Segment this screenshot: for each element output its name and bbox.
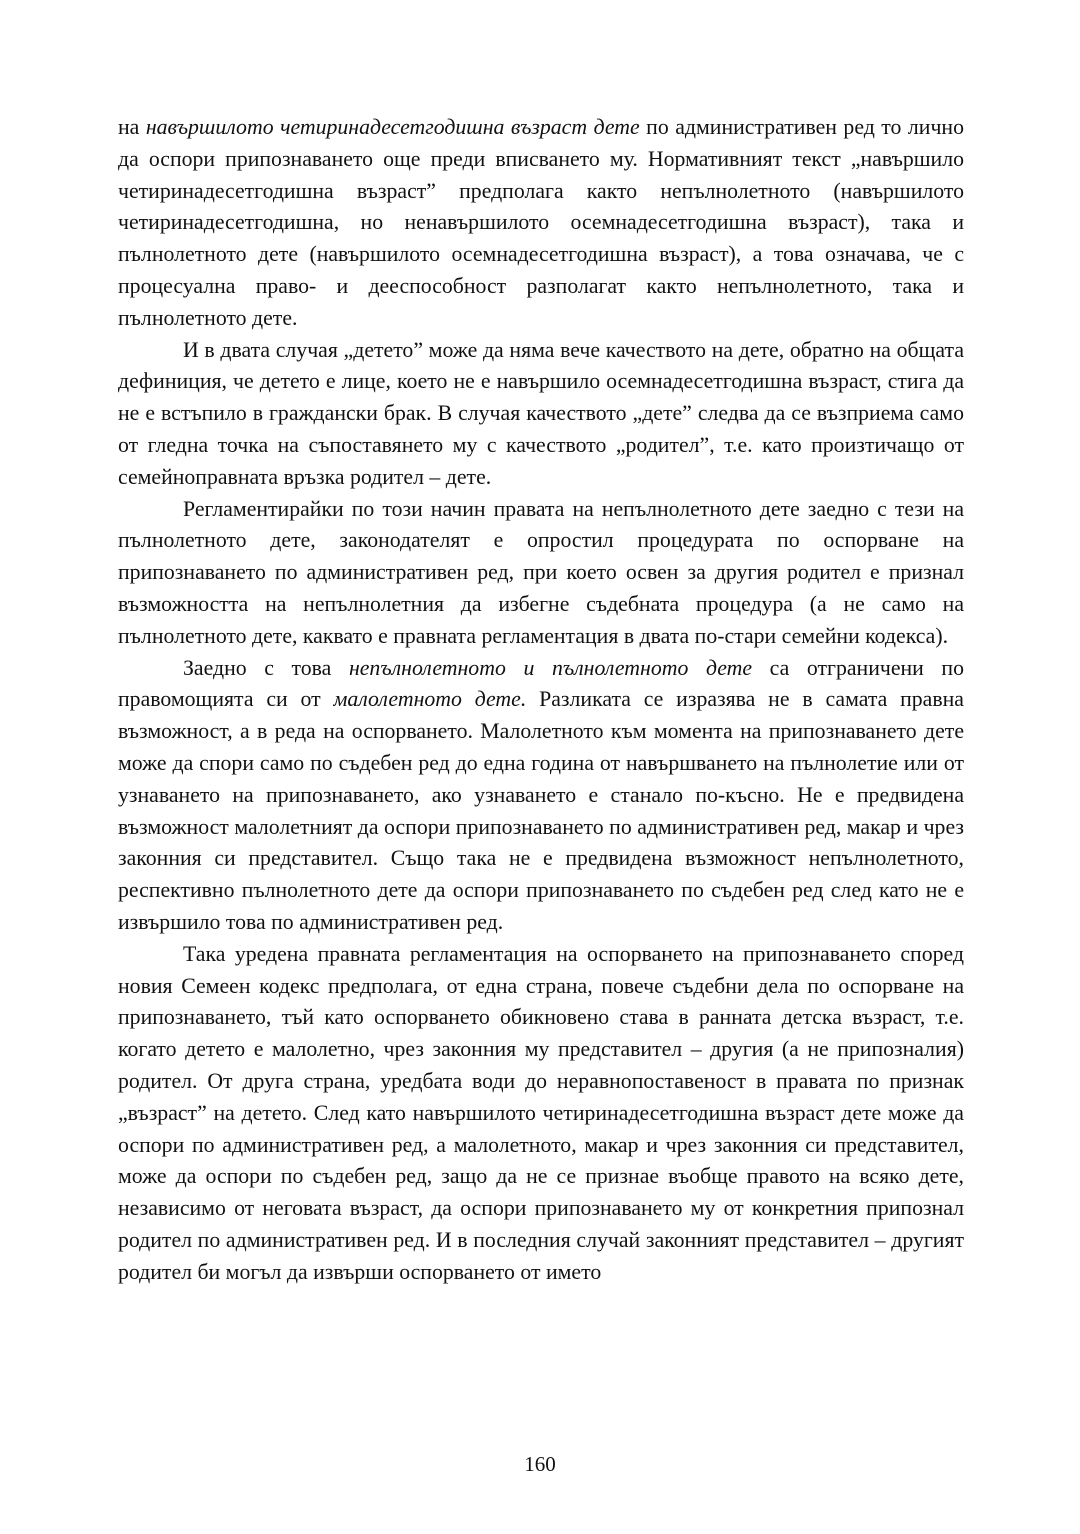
page-body <box>118 112 964 1288</box>
text-segment: са отграничени по правомощията си от <box>118 655 964 712</box>
italic-text-segment: малолетното дете. <box>333 687 527 712</box>
text-segment: И в двата случая „детето” може да няма вече качеството на дете, обратно на общата дефиниция, че детето е лице, което не е навършило осемнадесетгодишна възраст, стига да не е встъпило в граждански брак. В случая качеството „дете” следва да се възприема само от гледна точка на съпоставянето му с качеството „родител”, т.е. като произтичащо от семейноправната връзка родител – дете. <box>118 337 964 489</box>
paragraph-5 <box>118 939 964 1289</box>
page-number: 160 <box>524 1452 556 1476</box>
text-segment: Разликата се изразява не в самата правна възможност, а в реда на оспорването. Малолетното към момента на припознаването дете може да спори само по съдебен ред до една година от навършването на пълнолетие или от узнаването на припознаването, ако узнаването е станало по-късно. Не е предвидена възможност малолетният да оспори припознаването по административен ред, макар и чрез законния си представител. Също така не е предвидена възможност непълнолетното, респективно пълнолетното дете да оспори припознаването по съдебен ред след като не е извършило това по административен ред. <box>118 687 964 934</box>
paragraph-2 <box>118 335 964 494</box>
text-segment: Така уредена правната регламентация на оспорването на припознаването според новия Семеен кодекс предполага, от една страна, повече съдебни дела по оспорване на припознаването, тъй като оспорването обикновено става в ранната детска възраст, т.е. когато детето е малолетно, чрез законния му представител – другия (а не припозналия) родител. От друга страна, уредбата води до неравнопоставеност в правата по признак „възраст” на детето. След като навършилото четиринадесетгодишна възраст дете може да оспори по административен ред, а малолетното, макар и чрез законния си представител, може да оспори по съдебен ред, защо да не се признае въобще правото на всяко дете, независимо от неговата възраст, да оспори припознаването му от конкретния припознал родител по административен ред. И в последния случай законният представител – другият родител би могъл да извърши оспорването от името <box>118 941 964 1284</box>
paragraph-4 <box>118 653 964 939</box>
paragraph-3 <box>118 494 964 653</box>
italic-text-segment: непълнолетното и пълнолетното дете <box>348 655 753 680</box>
text-segment: Заедно с това <box>183 655 349 680</box>
paragraph-1 <box>118 112 964 335</box>
italic-text-segment: навършилото четиринадесетгодишна възраст дете <box>145 115 640 139</box>
text-segment: Регламентирайки по този начин правата на непълнолетното дете заедно с тези на пълнолетното дете, законодателят е опростил процедурата по оспорване на припознаването по административен ред, при което освен за другия родител е признал възможността на непълнолетния да избегне съдебната процедура (а не само на пълнолетното дете, каквато е правната регламентация в двата по-стари семейни кодекса). <box>118 496 964 648</box>
text-segment: на <box>118 115 146 139</box>
text-segment: по административен ред то лично да оспори припознаването още преди вписването му. Нормативният текст „навършило четиринадесетгодишна възраст” предполага както непълнолетното (навършилото четиринадесетгодишна, но ненавършилото осемнадесетгодишна възраст), така и пълнолетното дете (навършилото осемнадесетгодишна възраст), а това означава, че с процесуална право- и дееспособност разполагат както непълнолетното, така и пълнолетното дете. <box>118 115 964 330</box>
